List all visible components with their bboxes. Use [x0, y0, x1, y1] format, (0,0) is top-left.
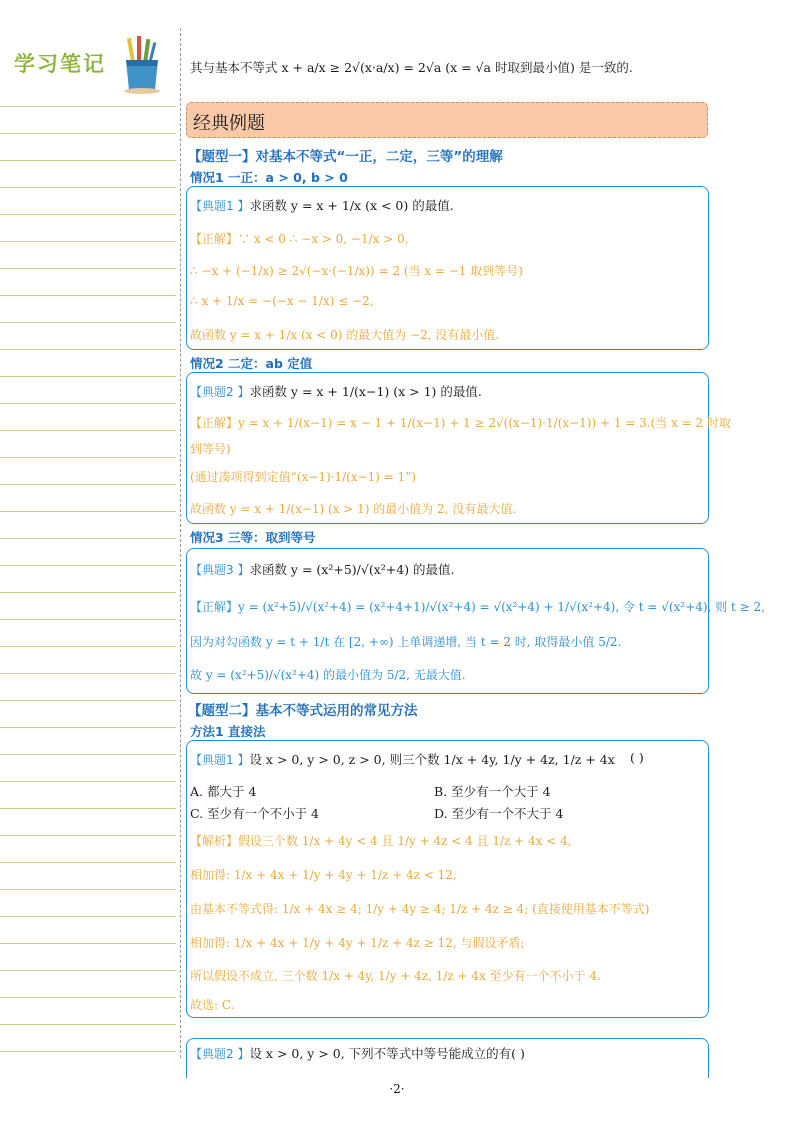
solution-line: ∴ x + 1/x = −(−x − 1/x) ≤ −2,: [190, 294, 374, 308]
notes-line: [0, 781, 176, 782]
page-number: ·2·: [389, 1082, 405, 1096]
example3-question-row: [190, 560, 455, 578]
notes-line: [0, 376, 176, 377]
solution-line: 【正解】y = x + 1/(x−1) = x − 1 + 1/(x−1) + 1 ≥ 2√((x−1)·1/(x−1)) + 1 = 3.(当 x = 2 时取: [190, 416, 732, 430]
option-b: B. 至少有一个大于 4: [434, 784, 551, 799]
notes-line: [0, 457, 176, 458]
solution-line: 因为对勾函数 y = t + 1/t 在 [2, +∞) 上单调递增, 当 t = 2 时, 取得最小值 5/2.: [190, 635, 622, 649]
solution-line: 【解析】假设三个数 1/x + 4y < 4 且 1/y + 4z < 4 且 1/z + 4x < 4,: [190, 834, 572, 848]
notes-line: [0, 295, 176, 296]
example-question: 求函数 y = (x²+5)/√(x²+4) 的最值.: [249, 562, 455, 577]
case2-label: 情况2 二定：ab 定值: [190, 356, 313, 371]
notes-line: [0, 565, 176, 566]
case1-label: 情况1 一正：a > 0, b > 0: [190, 170, 348, 185]
example-question: 求函数 y = x + 1/(x−1) (x > 1) 的最值.: [249, 384, 482, 399]
option-c: C. 至少有一个不小于 4: [190, 806, 319, 821]
section-banner: [186, 102, 708, 138]
notes-line: [0, 673, 176, 674]
notes-line: [0, 619, 176, 620]
example-tag: 【典题3 】: [190, 563, 250, 577]
notes-line: [0, 808, 176, 809]
solution-line: (通过凑项得到定值“(x−1)·1/(x−1) = 1”): [190, 470, 417, 484]
example-question: 设 x > 0, y > 0, z > 0, 则三个数 1/x + 4y, 1/y + 4z, 1/z + 4x: [249, 752, 615, 767]
solution-line: 【正解】∵ x < 0 ∴ −x > 0, −1/x > 0,: [190, 232, 409, 246]
method1-question-row: [190, 750, 615, 768]
solution-line: 故选: C.: [190, 998, 235, 1012]
example2-question-row: [190, 382, 482, 400]
solution-tag: 【正解】: [190, 232, 239, 246]
notes-line: [0, 916, 176, 917]
notes-line: [0, 592, 176, 593]
solution-tag: 【正解】: [190, 600, 239, 614]
method1-question2-row: [190, 1044, 525, 1062]
solution-line: 相加得: 1/x + 4x + 1/y + 4y + 1/z + 4z < 12,: [190, 868, 457, 882]
notes-line: [0, 538, 176, 539]
solution-line: 所以假设不成立, 三个数 1/x + 4y, 1/y + 4z, 1/z + 4x 至少有一个不小于 4.: [190, 969, 601, 983]
margin-divider: [180, 28, 181, 1058]
pencil-cup-icon: [120, 36, 164, 94]
solution-line: 故函数 y = x + 1/(x−1) (x > 1) 的最小值为 2, 没有最大值.: [190, 502, 517, 516]
notes-line: [0, 133, 176, 134]
example-question: 求函数 y = x + 1/x (x < 0) 的最值.: [249, 198, 454, 213]
notes-line: [0, 727, 176, 728]
solution-line: 到等号): [190, 442, 231, 456]
notes-line: [0, 889, 176, 890]
notes-line: [0, 943, 176, 944]
example-question: 设 x > 0, y > 0, 下列不等式中等号能成立的有( ): [249, 1046, 525, 1061]
notes-title: 学习笔记: [14, 52, 106, 76]
example1-question-row: [190, 196, 454, 214]
notes-line: [0, 268, 176, 269]
notes-line: [0, 511, 176, 512]
notes-line: [0, 106, 176, 107]
notes-sidebar: [0, 0, 178, 1122]
notes-line: [0, 403, 176, 404]
solution-line: 相加得: 1/x + 4x + 1/y + 4y + 1/z + 4z ≥ 12, 与假设矛盾;: [190, 936, 525, 950]
notes-line: [0, 430, 176, 431]
notes-line: [0, 484, 176, 485]
option-d: D. 至少有一个不大于 4: [434, 806, 564, 821]
answer-paren: ( ): [630, 750, 644, 765]
solution-tag: 【正解】: [190, 416, 239, 430]
solution-tag: 【解析】: [190, 834, 239, 848]
notes-line: [0, 1024, 176, 1025]
notes-line: [0, 214, 176, 215]
example-tag: 【典题2 】: [190, 1047, 250, 1061]
solution-line: ∴ −x + (−1/x) ≥ 2√(−x·(−1/x)) = 2 (当 x = −1 取到等号): [190, 264, 523, 278]
type1-heading: 【题型一】对基本不等式“一正，二定，三等”的理解: [188, 149, 503, 165]
notes-line: [0, 322, 176, 323]
section-title: 经典例题: [193, 113, 265, 134]
case3-label: 情况3 三等：取到等号: [190, 530, 316, 545]
notes-line: [0, 1051, 176, 1052]
notes-line: [0, 835, 176, 836]
notes-line: [0, 862, 176, 863]
notes-line: [0, 997, 176, 998]
solution-line: 由基本不等式得: 1/x + 4x ≥ 4; 1/y + 4y ≥ 4; 1/z + 4z ≥ 4; (直接使用基本不等式): [190, 902, 650, 916]
notes-line: [0, 349, 176, 350]
notes-line: [0, 754, 176, 755]
notes-line: [0, 970, 176, 971]
example-tag: 【典题1 】: [190, 753, 250, 767]
notes-line: [0, 241, 176, 242]
solution-line: 故 y = (x²+5)/√(x²+4) 的最小值为 5/2, 无最大值.: [190, 668, 466, 682]
intro-text: 其与基本不等式 x + a/x ≥ 2√(x·a/x) = 2√a (x = √a 时取到最小值) 是一致的.: [190, 60, 633, 75]
example-tag: 【典题1 】: [190, 199, 250, 213]
method1-label: 方法1 直接法: [190, 724, 266, 739]
solution-line: 【正解】y = (x²+5)/√(x²+4) = (x²+4+1)/√(x²+4) = √(x²+4) + 1/√(x²+4), 令 t = √(x²+4), 则 t ≥ 2,: [190, 600, 765, 614]
notes-line: [0, 160, 176, 161]
notes-line: [0, 700, 176, 701]
notes-line: [0, 187, 176, 188]
solution-line: 故函数 y = x + 1/x (x < 0) 的最大值为 −2, 没有最小值.: [190, 328, 500, 342]
notes-line: [0, 646, 176, 647]
type2-heading: 【题型二】基本不等式运用的常见方法: [188, 703, 418, 719]
example-tag: 【典题2 】: [190, 385, 250, 399]
option-a: A. 都大于 4: [190, 784, 257, 799]
